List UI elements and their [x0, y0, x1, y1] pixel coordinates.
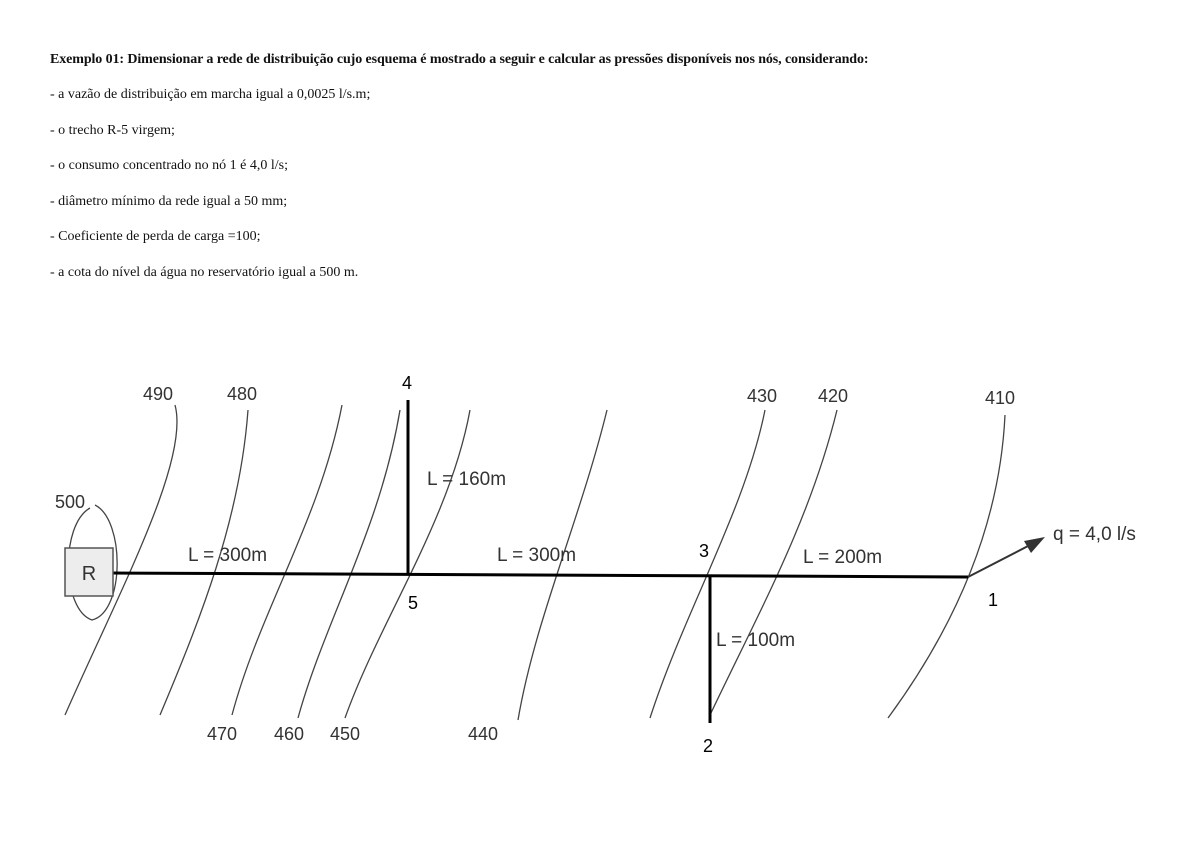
condition-item: - diâmetro mínimo da rede igual a 50 mm; [50, 193, 288, 209]
flow-arrow-head [1024, 537, 1045, 553]
node-label-1: 1 [988, 590, 999, 610]
pipe-label-5-3: L = 300m [497, 545, 577, 566]
condition-item: - a cota do nível da água no reservatório igual a 500 m. [50, 264, 359, 280]
node-label-2: 2 [703, 736, 714, 756]
condition-item: - Coeficiente de perda de carga =100; [50, 229, 261, 244]
condition-item: - a vazão de distribuição em marcha igual a 0,0025 l/s.m; [50, 87, 371, 102]
contour-label-480: 480 [227, 384, 258, 404]
contour-label-430: 430 [747, 386, 778, 406]
contour-label-410: 410 [985, 388, 1016, 408]
flow-label: q = 4,0 l/s [1053, 524, 1136, 545]
node-label-3: 3 [699, 541, 710, 561]
flow-arrow-line [968, 545, 1030, 577]
problem-title: Exemplo 01: Dimensionar a rede de distribuição cujo esquema é mostrado a seguir e calcular as pressões disponíveis nos nós, considerando: [50, 52, 869, 67]
contour-label-440: 440 [468, 724, 499, 744]
condition-item: - o trecho R-5 virgem; [50, 122, 175, 138]
reservoir-label: R [81, 563, 97, 585]
contour-label-450: 450 [330, 724, 361, 744]
contour-label-490: 490 [143, 384, 174, 404]
contour-line-460 [298, 410, 400, 718]
contour-label-470: 470 [207, 724, 238, 744]
contour-label-500: 500 [55, 492, 86, 512]
contour-label-420: 420 [818, 386, 849, 406]
condition-item: - o consumo concentrado no nó 1 é 4,0 l/s; [50, 158, 288, 173]
pipe-label-5-4: L = 160m [427, 469, 507, 490]
contour-line-430 [650, 410, 765, 718]
node-label-4: 4 [402, 373, 413, 393]
node-label-5: 5 [408, 593, 419, 613]
contour-label-460: 460 [274, 724, 305, 744]
pipe-label-3-2: L = 100m [716, 630, 796, 651]
pipe-label-3-1: L = 200m [803, 547, 883, 568]
main-pipe [113, 573, 968, 577]
pipe-label-r-5: L = 300m [188, 545, 268, 566]
